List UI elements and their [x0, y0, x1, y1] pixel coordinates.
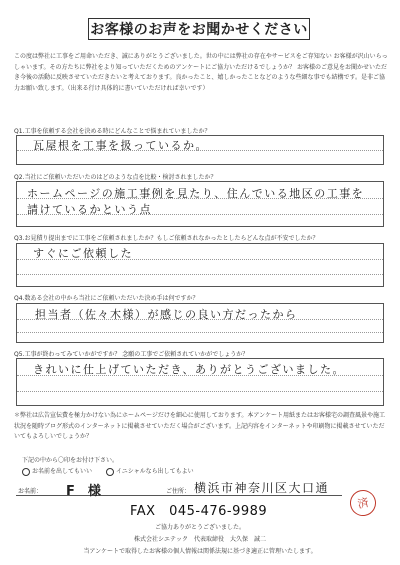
choice-initials[interactable]: イニシャルなら出してもよい: [106, 466, 194, 476]
question-4-answer: 担当者（佐々木様）が感じの良い方だったから: [35, 308, 298, 321]
choice-full-name[interactable]: お名前を出してもいい: [22, 466, 92, 476]
question-3-answer-box: [16, 243, 384, 287]
address-label: ご住所：: [166, 488, 191, 495]
name-label: お名前：: [18, 488, 43, 495]
question-1-label: Q1.工事を依頼する会社を決める時にどんなことで悩まれていましたか？: [14, 128, 211, 135]
privacy-note: 当アンケートで取得したお客様の個人情報は関係法規に基づき適正に管理いたします。: [83, 548, 317, 555]
question-5-label: Q5.工事が終わってみていかがですか？ 念願の工事でご依頼されていかがでしょうか？: [14, 351, 249, 358]
question-3-answer: すぐにご依頼した: [33, 247, 133, 260]
received-stamp: 済: [348, 488, 379, 519]
question-2-answer-line-2: 請けているかという点: [27, 203, 152, 216]
choice-hint: 下記の中から〇印をお付け下さい。: [22, 457, 119, 464]
question-5-answer: きれいに仕上げていただき、ありがとうございました。: [33, 363, 346, 376]
name-address-row: [16, 478, 342, 499]
question-2-answer-box: [16, 181, 384, 227]
question-3-label: Q3.お見積り提出までに工事をご依頼されましたか？もしご依頼されなかったとしたらどんな点が不安でしたか？: [14, 235, 319, 242]
company-info: 株式会社シエテック 代表取締役 大久保 誠二: [133, 536, 266, 543]
radio-circle-icon: [106, 468, 114, 476]
question-2-answer-line-1: ホームページの施工事例を見たり、住んでいる地区の工事を: [27, 187, 365, 200]
address-value: 横浜市神奈川区大口通: [194, 481, 330, 495]
name-value: F 様: [66, 484, 101, 499]
question-4-answer-box: [16, 303, 384, 343]
intro-text: この度は弊社に工事をご用命いただき、誠にありがとうございました。世の中には弊社の存在やサービスをご存知ない お客様が沢山いらっしゃいます。その方たちに弊社をより知っていただくためのアンケートにご協力いただけるでしょうか？ お客様のご意見をお聞かせいただき今後の活動に反映させていただきたいと考えております。良かったこと、嬉しかったことなどのような些細な事でも結構です。是非ご協力お願い致します。（出来る行け具体的に書いていただければ幸いです）: [14, 53, 388, 92]
question-1-answer-box: [16, 135, 384, 165]
thanks-text: ご協力ありがとうございました。: [154, 524, 245, 531]
radio-circle-icon: [22, 468, 30, 476]
question-1-answer: 瓦屋根を工事を扱っているか。: [33, 139, 208, 152]
page-title: お客様のお声をお聞かせください: [88, 18, 310, 40]
publication-notes: ＊弊社は広告宣伝費を極力かけない為にホームページだけを細心に使用しております。本アンケート用紙またはお客様宅の調査風景や施工状況を随時ブログ形式のインターネットに掲載させていただく場合がございます。上記内容をインターネットや印刷物に掲載させていただいてもよろしいでしょうか？: [14, 412, 386, 440]
question-4-label: Q4.数ある会社の中から当社にご依頼いただいた決め手は何ですか？: [14, 295, 199, 302]
question-5-answer-box: [16, 358, 384, 406]
fax-number: FAX 045-476-9989: [130, 504, 268, 519]
publication-choices: [22, 466, 194, 476]
question-2-label: Q2.当社にご依頼いただいたのはどのような点を比較・検討されましたか？: [14, 174, 217, 181]
